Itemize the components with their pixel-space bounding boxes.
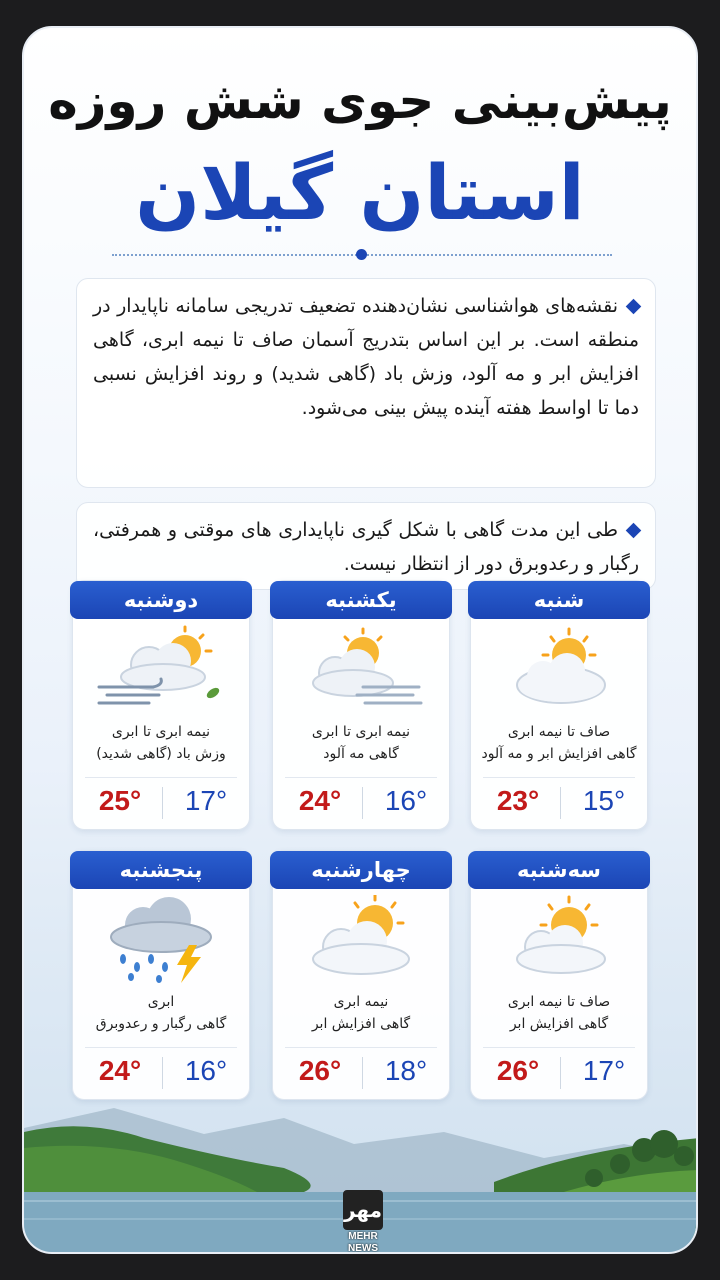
max-temperature: 23°	[496, 785, 540, 816]
day-card-sunday	[272, 580, 450, 830]
max-temperature: 24°	[298, 785, 342, 816]
page-title: پیش‌بینی جوی شش روزه	[48, 72, 672, 130]
temp-divider	[560, 1057, 561, 1089]
min-temperature: 16°	[184, 1055, 228, 1086]
max-temperature: 26°	[298, 1055, 342, 1086]
temp-divider	[162, 787, 163, 819]
sun-cloud-icon	[491, 895, 631, 983]
weather-description: صاف تا نیمه ابری گاهی افزایش ابر	[507, 994, 611, 1032]
card-divider	[285, 777, 437, 778]
max-temperature: 26°	[496, 1055, 540, 1086]
day-name: سه‌شنبه	[468, 851, 650, 889]
day-name: پنجشنبه	[70, 851, 252, 889]
day-card-monday	[72, 580, 250, 830]
max-temperature: 25°	[98, 785, 142, 816]
day-name: یکشنبه	[270, 581, 452, 619]
sun-cloud-wind-icon	[93, 625, 233, 713]
infographic-frame	[22, 26, 698, 1254]
bullet-icon	[626, 299, 642, 315]
temp-divider	[162, 1057, 163, 1089]
sun-cloud-icon	[293, 895, 433, 983]
weather-description: نیمه ابری تا ابری گاهی مه آلود	[311, 724, 411, 762]
weather-description: ابری گاهی رگبار و رعدوبرق	[95, 994, 227, 1032]
card-divider	[85, 777, 237, 778]
day-name: شنبه	[468, 581, 650, 619]
day-card-thursday	[72, 850, 250, 1100]
mehr-news-logo: مهر MEHR NEWS	[340, 1190, 386, 1250]
divider-dot	[356, 249, 367, 260]
temp-divider	[362, 787, 363, 819]
bullet-icon	[626, 523, 642, 539]
day-card-wednesday	[272, 850, 450, 1100]
temp-divider	[362, 1057, 363, 1089]
min-temperature: 18°	[384, 1055, 428, 1086]
card-divider	[285, 1047, 437, 1048]
sun-cloud-fog-icon	[293, 625, 433, 713]
card-divider	[85, 1047, 237, 1048]
temp-divider	[560, 787, 561, 819]
card-divider	[483, 1047, 635, 1048]
sun-cloud-icon	[491, 625, 631, 713]
min-temperature: 17°	[582, 1055, 626, 1086]
card-divider	[483, 777, 635, 778]
min-temperature: 15°	[582, 785, 626, 816]
forecast-note-1: نقشه‌های هواشناسی نشان‌دهنده تضعیف تدریجی سامانه ناپایدار در منطقه است. بر این اساس بتدریج آسمان صاف تا نیمه ابری، گاهی افزایش ابر و مه آلود، وزش باد (گاهی شدید) و روند افزایش نسبی دما تا اواسط هفته آینده پیش بینی می‌شود.	[76, 278, 656, 488]
day-name: چهارشنبه	[270, 851, 452, 889]
min-temperature: 16°	[384, 785, 428, 816]
min-temperature: 17°	[184, 785, 228, 816]
forecast-note-2: طی این مدت گاهی با شکل گیری ناپایداری های موقتی و همرفتی، رگبار و رعدوبرق دور از انتظار نیست.	[76, 502, 656, 590]
weather-description: صاف تا نیمه ابری گاهی افزایش ابر و مه آلود	[481, 724, 637, 762]
rain-thunder-icon	[93, 895, 233, 983]
day-name: دوشنبه	[70, 581, 252, 619]
page-subtitle: استان گیلان	[135, 148, 585, 237]
day-card-saturday	[470, 580, 648, 830]
weather-description: نیمه ابری گاهی افزایش ابر	[311, 994, 411, 1032]
logo-mark-icon: مهر	[343, 1190, 383, 1230]
weather-description: نیمه ابری تا ابری وزش باد (گاهی شدید)	[96, 724, 226, 762]
max-temperature: 24°	[98, 1055, 142, 1086]
day-card-tuesday	[470, 850, 648, 1100]
